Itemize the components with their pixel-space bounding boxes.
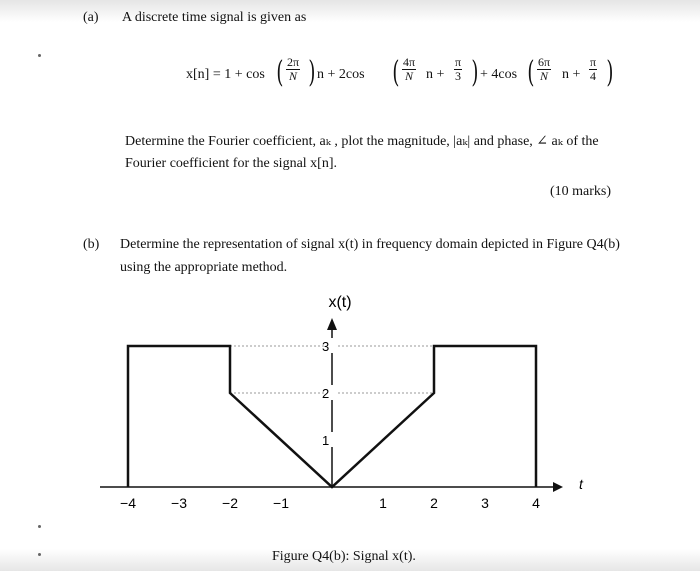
fraction-2pi-over-n: $\frac{2\pi}{N}$ [287, 55, 300, 83]
part-a-marks: (10 marks) [550, 184, 612, 199]
equation-term2-mid: n + [426, 67, 445, 82]
part-a-question-line2: Fourier coefficient for the signal x[n]. [125, 156, 338, 171]
y-axis-label: x(t) [328, 294, 352, 311]
fraction-6pi-over-n: $\frac{6\pi}{N}$ [538, 55, 551, 83]
figure-caption: Figure Q4(b): Signal x(t). [272, 549, 416, 564]
paren-open: ( [392, 55, 400, 90]
paren-close: ) [471, 55, 479, 90]
x-tick-label: 1 [379, 495, 387, 511]
equation-term1-suffix: n + 2cos [317, 67, 365, 82]
x-tick-label: 4 [532, 495, 540, 511]
part-a-intro: A discrete time signal is given as [122, 10, 307, 25]
part-b-question-line1: Determine the representation of signal x(t) in frequency domain depicted in Figure Q4(b) [120, 237, 620, 252]
part-a-label: (a) [83, 10, 99, 25]
part-b-question-line2: using the appropriate method. [120, 260, 288, 275]
part-a-question-line1: Determine the Fourier coefficient, aₖ , plot the magnitude, |aₖ| and phase, ∠ aₖ of the [125, 134, 599, 149]
y-axis-arrow [327, 318, 337, 330]
x-tick-labels [120, 495, 540, 511]
x-tick-label: 3 [481, 495, 489, 511]
paren-close: ) [308, 55, 316, 90]
x-tick-label: −4 [120, 495, 136, 511]
fraction-pi-over-4: $\frac{\pi}{4}$ [590, 55, 597, 83]
equation-term2-suffix: + 4cos [480, 67, 518, 82]
x-tick-label: 2 [430, 495, 438, 511]
paren-open: ( [527, 55, 535, 90]
paren-close: ) [606, 55, 614, 90]
part-b-label: (b) [83, 237, 100, 252]
y-tick-labels [322, 338, 338, 448]
y-tick-label: 2 [322, 386, 330, 401]
y-tick-label: 1 [322, 433, 330, 448]
y-tick-label: 3 [322, 339, 330, 354]
x-tick-label: −2 [222, 495, 238, 511]
fraction-pi-over-3: $\frac{\pi}{3}$ [455, 55, 462, 83]
x-axis-arrow [553, 482, 563, 492]
x-tick-label: −3 [171, 495, 187, 511]
paren-open: ( [276, 55, 284, 90]
x-tick-label: −1 [273, 495, 289, 511]
x-axis-label: t [579, 476, 583, 492]
equation-term3-mid: n + [562, 67, 581, 82]
fraction-4pi-over-n: $\frac{4\pi}{N}$ [403, 55, 416, 83]
equation-lhs: x[n] = 1 + cos [186, 67, 265, 82]
